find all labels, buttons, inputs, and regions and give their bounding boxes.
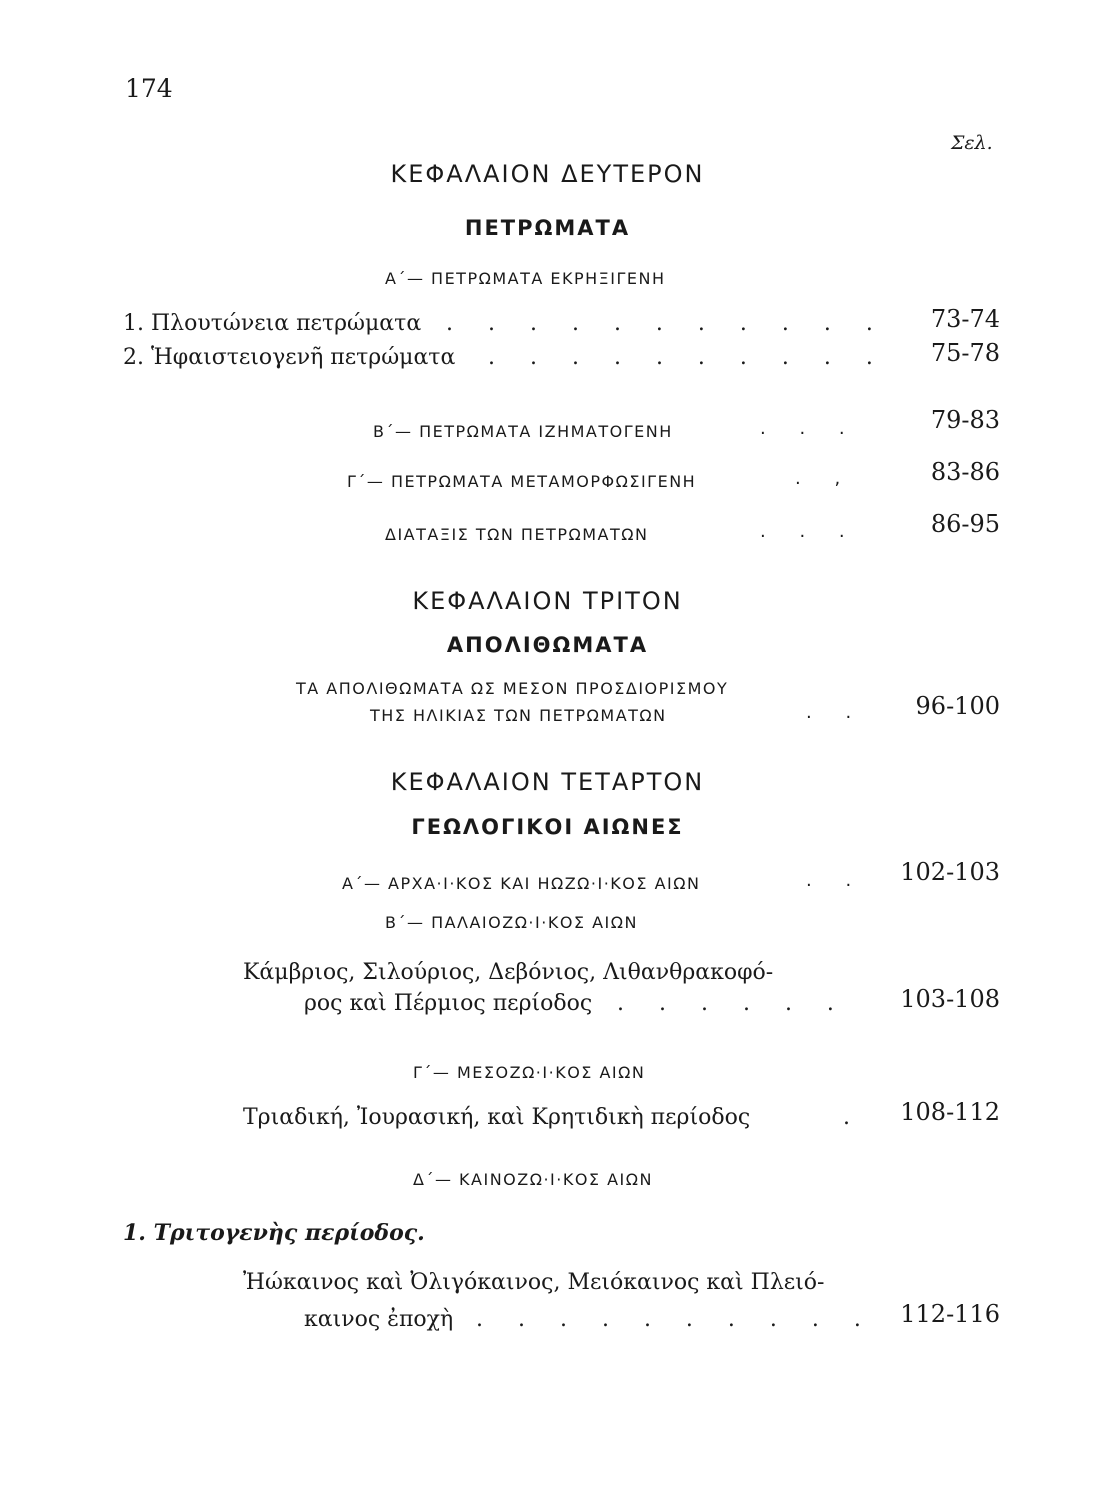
toc-page-range: 75-78 <box>930 339 1000 367</box>
chapter-title: ΚΕΦΑΛΑΙΟΝ ΤΕΤΑΡΤΟΝ <box>390 768 705 796</box>
toc-leader: . . . <box>760 418 859 439</box>
toc-entry-text: Τριαδική, Ἰουρασική, καὶ Κρητιδικὴ περίοδος <box>243 1105 751 1130</box>
subsection-heading: ΤΑ ΑΠΟΛΙΘΩΜΑΤΑ ΩΣ ΜΕΣΟΝ ΠΡΟΣΔΙΟΡΙΣΜΟΥ <box>296 679 729 698</box>
subsection-heading: ΤΗΣ ΗΛΙΚΙΑΣ ΤΩΝ ΠΕΤΡΩΜΑΤΩΝ <box>370 706 667 725</box>
chapter-title: ΚΕΦΑΛΑΙΟΝ ΔΕΥΤΕΡΟΝ <box>390 160 705 188</box>
toc-page-range: 112-116 <box>900 1300 1000 1328</box>
subsection-heading: Γ΄— ΜΕΣΟΖΩ·Ι·ΚΟΣ ΑΙΩΝ <box>413 1063 646 1082</box>
subsection-heading: Δ΄— ΚΑΙΝΟΖΩ·Ι·ΚΟΣ ΑΙΩΝ <box>413 1170 653 1189</box>
toc-entry-text: Ἠώκαινος καὶ Ὀλιγόκαινος, Μειόκαινος καὶ Πλειό- <box>243 1270 825 1295</box>
toc-leader: . . . . . . <box>617 991 848 1016</box>
toc-leader: . . . . . . . . . . <box>488 345 887 370</box>
toc-page-range: 86-95 <box>930 510 1000 538</box>
section-title: ΑΠΟΛΙΘΩΜΑΤΑ <box>446 633 649 657</box>
toc-leader: . . <box>806 702 866 723</box>
toc-entry-text: ρος καὶ Πέρμιος περίοδος <box>304 991 593 1016</box>
toc-entry-text: 2. Ἡφαιστειογενῆ πετρώματα <box>123 345 456 370</box>
subsection-heading: Α΄— ΑΡΧΑ·Ι·ΚΟΣ ΚΑΙ ΗΩΖΩ·Ι·ΚΟΣ ΑΙΩΝ <box>342 874 701 893</box>
toc-page-range: 73-74 <box>930 305 1000 333</box>
subsection-heading: Β΄— ΠΑΛΑΙΟΖΩ·Ι·ΚΟΣ ΑΙΩΝ <box>385 913 638 932</box>
toc-page-range: 103-108 <box>900 985 1000 1013</box>
toc-page-range: 83-86 <box>930 458 1000 486</box>
toc-page-range: 96-100 <box>915 692 1000 720</box>
toc-entry-text: 1. Τριτογενὴς περίοδος. <box>123 1220 425 1246</box>
toc-leader: . , <box>795 468 855 489</box>
subsection-heading: Α΄— ΠΕΤΡΩΜΑΤΑ ΕΚΡΗΞΙΓΕΝΗ <box>385 269 666 288</box>
subsection-heading: Γ΄— ΠΕΤΡΩΜΑΤΑ ΜΕΤΑΜΟΡΦΩΣΙΓΕΝΗ <box>347 472 697 491</box>
toc-entry-text: Κάμβριος, Σιλούριος, Δεβόνιος, Λιθανθρακοφό- <box>243 960 774 985</box>
toc-page-range: 79-83 <box>930 406 1000 434</box>
section-title: ΓΕΩΛΟΓΙΚΟΙ ΑΙΩΝΕΣ <box>411 815 684 839</box>
toc-leader: . . . <box>760 521 859 542</box>
chapter-title: ΚΕΦΑΛΑΙΟΝ ΤΡΙΤΟΝ <box>412 587 683 615</box>
toc-leader: . . . . . . . . . . . <box>446 311 887 336</box>
page-number: 174 <box>125 74 173 103</box>
toc-page-range: 108-112 <box>900 1098 1000 1126</box>
subsection-heading: Β΄— ΠΕΤΡΩΜΑΤΑ ΙΖΗΜΑΤΟΓΕΝΗ <box>373 422 673 441</box>
toc-entry-text: καινος ἐποχὴ <box>304 1307 454 1332</box>
toc-leader: . . <box>806 870 866 891</box>
toc-entry-text: 1. Πλουτώνεια πετρώματα <box>123 311 422 336</box>
subsection-heading: ΔΙΑΤΑΞΙΣ ΤΩΝ ΠΕΤΡΩΜΑΤΩΝ <box>385 525 649 544</box>
toc-page-range: 102-103 <box>900 858 1000 886</box>
toc-leader: . . . . . . . . . . <box>476 1307 875 1332</box>
column-header: Σελ. <box>951 132 993 154</box>
section-title: ΠΕΤΡΩΜΑΤΑ <box>464 216 631 240</box>
toc-leader: . <box>843 1105 864 1130</box>
